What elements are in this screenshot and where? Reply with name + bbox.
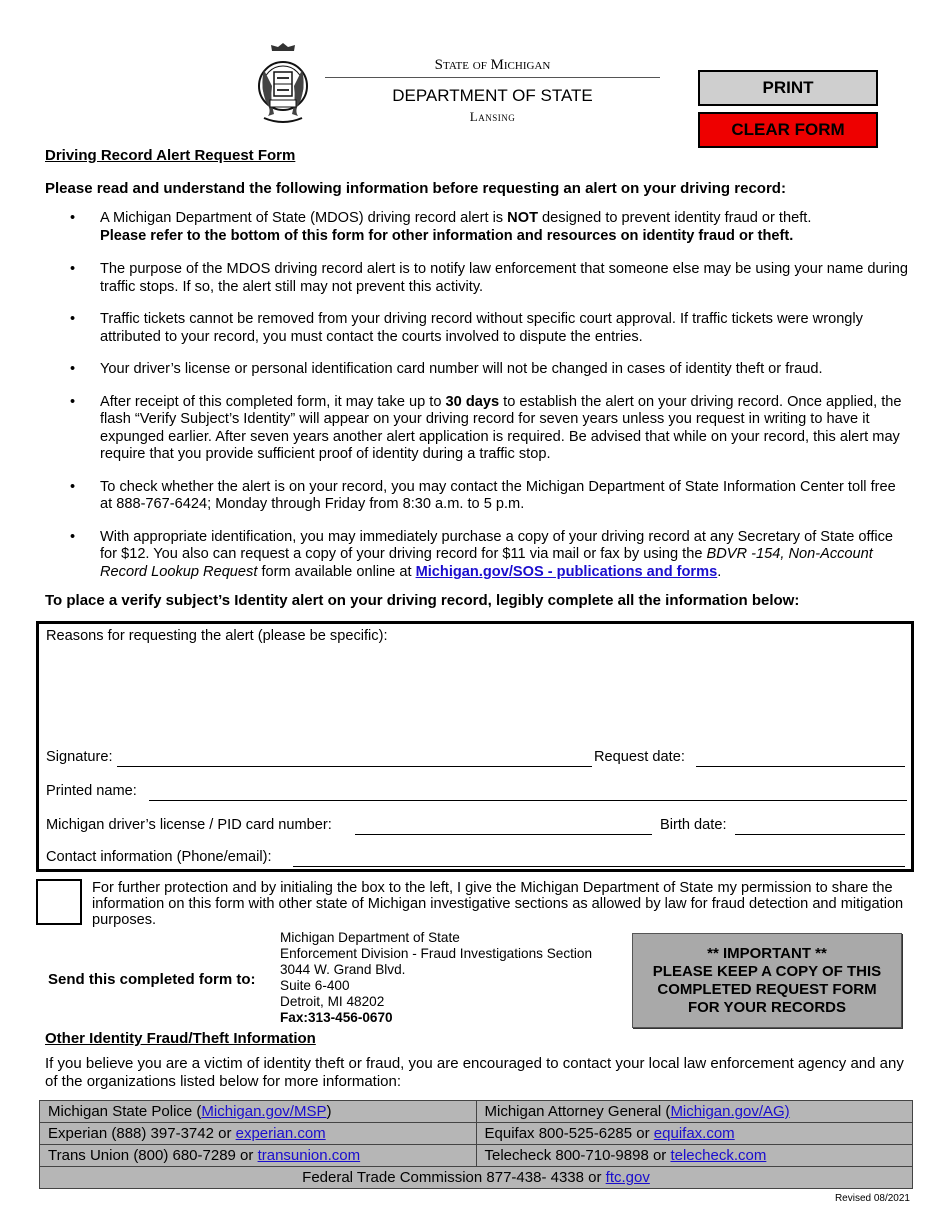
revised-date: Revised 08/2021	[834, 1193, 910, 1204]
list-item	[70, 479, 910, 514]
experian-link[interactable]: experian.com	[235, 1125, 326, 1142]
table-cell	[476, 1123, 913, 1145]
important-notice	[632, 933, 902, 1028]
table-cell	[40, 1167, 913, 1189]
place-alert-heading: To place a verify subject’s Identity alert on your driving record, legibly complete all the information below:	[45, 592, 800, 609]
bullet-text: A Michigan Department of State (MDOS) driving record alert is	[100, 210, 508, 226]
important-line: FOR YOUR RECORDS	[687, 998, 847, 1016]
header-state: State of Michigan	[434, 57, 551, 73]
header-department: DEPARTMENT OF STATE	[392, 86, 593, 105]
print-button[interactable]: PRINT	[698, 70, 878, 106]
contact-info-field[interactable]	[293, 850, 905, 867]
form-title: Driving Record Alert Request Form	[45, 147, 296, 164]
printed-name-label: Printed name:	[46, 783, 137, 799]
mailing-address	[280, 930, 592, 1026]
address-line: Michigan Department of State	[280, 930, 460, 945]
transunion-link[interactable]: transunion.com	[257, 1147, 361, 1164]
list-item	[70, 311, 910, 346]
bullet-text: Your driver’s license or personal identification card number will not be changed in cases of identity theft or fraud.	[100, 361, 823, 377]
bullet-bold-text: Please refer to the bottom of this form for other information and resources on identity fraud or theft.	[100, 227, 794, 244]
important-line: ** IMPORTANT **	[707, 944, 827, 962]
table-cell	[40, 1123, 477, 1145]
contact-label: Contact information (Phone/email):	[46, 849, 272, 865]
table-cell	[40, 1145, 477, 1167]
important-line: PLEASE KEEP A COPY OF THIS	[652, 962, 882, 980]
michigan-seal-icon	[252, 40, 314, 124]
reasons-input[interactable]	[46, 650, 904, 750]
bullet-text: to establish the alert on your driving record. Once applied, the flash “Verify Subject’s Identity” will appear on your driving record for seven years unless you request in writing to have it expunged earlier. After seven years another alert application is required. Be advised that while on your record, this alert may require that you provide sufficient proof of identity during a traffic stop.	[100, 393, 902, 462]
bullet-emphasis: 30 days	[445, 393, 500, 410]
other-info-title: Other Identity Fraud/Theft Information	[45, 1030, 316, 1047]
bullet-italic-text: BDVR -154, Non-Account Record Lookup Request	[100, 546, 873, 580]
ftc-link[interactable]: ftc.gov	[605, 1169, 650, 1186]
ag-link[interactable]: Michigan.gov/AG)	[670, 1103, 790, 1120]
intro-text: Please read and understand the following information before requesting an alert on your driving record:	[45, 180, 786, 197]
equifax-link[interactable]: equifax.com	[653, 1125, 735, 1142]
cell-text: Michigan State Police (	[48, 1103, 202, 1120]
request-date-label: Request date:	[594, 749, 685, 765]
cell-text: Equifax 800-525-6285 or	[484, 1125, 654, 1142]
resources-table	[39, 1100, 913, 1189]
bullet-text: designed to prevent identity fraud or theft.	[537, 210, 812, 226]
cell-text: Michigan Attorney General (	[484, 1103, 671, 1120]
bullet-text: To check whether the alert is on your record, you may contact the Michigan Department of State Information Center toll free at 888-767-6424; Monday through Friday from 8:30 a.m. to 5 p.m.	[100, 478, 896, 512]
license-number-field[interactable]	[355, 818, 652, 835]
birth-date-label: Birth date:	[660, 817, 727, 833]
other-info-text: If you believe you are a victim of identity theft or fraud, you are encouraged to contact your local law enforcement agency and any of the organizations listed below for more information:	[45, 1055, 904, 1090]
info-bullet-list	[70, 196, 910, 581]
list-item	[70, 529, 910, 582]
bullet-text: .	[717, 563, 722, 580]
bullet-text: The purpose of the MDOS driving record alert is to notify law enforcement that someone else may be using your name during traffic stops. If so, the alert still may not prevent this activity.	[100, 261, 908, 295]
cell-text: )	[326, 1103, 332, 1120]
request-date-field[interactable]	[696, 750, 905, 767]
msp-link[interactable]: Michigan.gov/MSP	[201, 1103, 327, 1120]
send-to-label: Send this completed form to:	[48, 971, 256, 988]
table-row	[40, 1101, 913, 1123]
list-item	[70, 261, 910, 296]
table-cell	[476, 1145, 913, 1167]
bullet-text: After receipt of this completed form, it may take up to	[100, 393, 446, 410]
address-line: 3044 W. Grand Blvd.	[280, 962, 406, 977]
address-line: Detroit, MI 48202	[280, 994, 385, 1009]
signature-label: Signature:	[46, 749, 113, 765]
header-city: Lansing	[469, 109, 516, 124]
address-line: Enforcement Division - Fraud Investigations Section	[280, 946, 593, 961]
fax-number: Fax:313-456-0670	[280, 1010, 393, 1025]
reasons-label: Reasons for requesting the alert (please be specific):	[46, 628, 388, 644]
telecheck-link[interactable]: telecheck.com	[670, 1147, 767, 1164]
table-row	[40, 1123, 913, 1145]
publications-link[interactable]: Michigan.gov/SOS - publications and forms	[415, 563, 718, 580]
signature-field[interactable]	[117, 750, 592, 767]
list-item	[70, 394, 910, 464]
list-item	[70, 361, 910, 379]
license-label: Michigan driver’s license / PID card number:	[46, 817, 332, 833]
cell-text: Experian (888) 397-3742 or	[48, 1125, 236, 1142]
bullet-text: With appropriate identification, you may immediately purchase a copy of your driving record at any Secretary of State office for $12. You also can request a copy of your driving record for $11 via mail or fax by using the	[100, 528, 894, 562]
request-form-box	[36, 621, 914, 872]
bullet-text: form available online at	[257, 563, 416, 580]
birth-date-field[interactable]	[735, 818, 905, 835]
permission-text: For further protection and by initialing the box to the left, I give the Michigan Department of State my permission to share the information on this form with other state of Michigan investigative sections as allowed by law for fraud detection and mitigation purposes.	[92, 880, 904, 928]
bullet-text: Traffic tickets cannot be removed from your driving record without specific court approval. If traffic tickets were wrongly attributed to your record, you must contact the courts involved to dispute the entries.	[100, 311, 863, 345]
important-line: COMPLETED REQUEST FORM	[657, 980, 877, 998]
initial-checkbox[interactable]	[36, 879, 82, 925]
cell-text: Trans Union (800) 680-7289 or	[48, 1147, 258, 1164]
table-cell	[40, 1101, 477, 1123]
printed-name-field[interactable]	[149, 784, 907, 801]
bullet-emphasis: NOT	[507, 210, 538, 226]
list-item	[70, 210, 910, 245]
address-line: Suite 6-400	[280, 978, 350, 993]
table-row	[40, 1167, 913, 1189]
cell-text: Telecheck 800-710-9898 or	[484, 1147, 671, 1164]
header-divider	[325, 77, 660, 78]
table-row	[40, 1145, 913, 1167]
table-cell	[476, 1101, 913, 1123]
cell-text: Federal Trade Commission 877-438- 4338 or	[302, 1169, 606, 1186]
clear-form-button[interactable]: CLEAR FORM	[698, 112, 878, 148]
